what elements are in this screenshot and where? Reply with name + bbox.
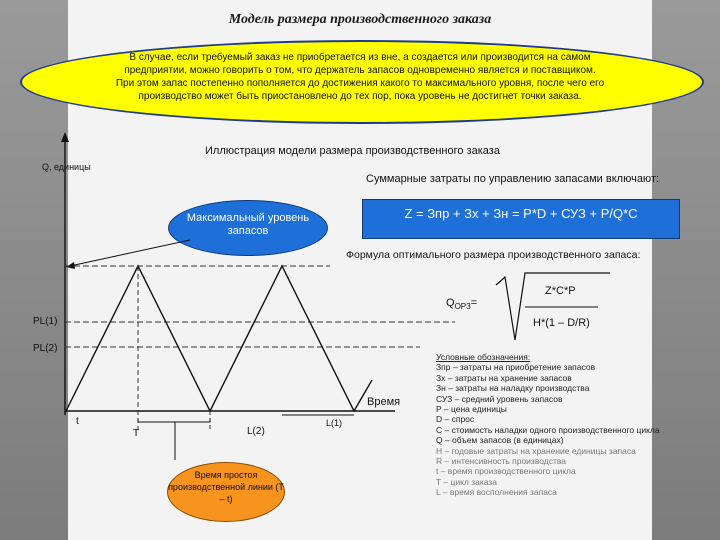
l2-label: L(2) [247,426,265,437]
legend-item: Зн – затраты на наладку производства [436,383,590,394]
chart-subtitle: Иллюстрация модели размера производственного заказа [205,145,500,157]
y-axis-label: Q, единицы [42,162,91,172]
total-cost-formula: Z = Зпр + Зх + Зн = P*D + СУЗ + P/Q*C [404,206,638,221]
slide-title: Модель размера производственного заказа [228,12,492,27]
intro-text: В случае, если требуемый заказ не приобретается из вне, а создается или производится на самом предприятии, можно говорить о том, что держатель запасов одновременно является и поставщиком. При этом запас постепенно пополняется до достижения какого то максимального уровня, после чего его производство может быть приостановлено до тех пор, пока уровень не достигнет точки заказа. [115,52,605,102]
eoq-q: Q [446,297,455,309]
downtime-label: Время простоя производственной линии (T – t) [168,470,284,504]
legend-item: Зпр – затраты на приобретение запасов [436,362,596,373]
legend-item: R – интенсивность производства [436,456,567,467]
legend-item: t – время производственного цикла [436,466,576,477]
pl2-label: PL(2) [33,343,58,354]
eoq-equals: = [470,297,478,309]
eoq-heading: Формула оптимального размера производственного запаса: [346,249,641,261]
legend-item: СУЗ – средний уровень запасов [436,393,563,404]
inventory-level-series [66,266,372,411]
legend [436,352,676,498]
y-axis-arrow [61,132,69,142]
downtime-bracket [138,418,210,460]
x-axis-label: Время [367,396,401,408]
legend-item: C – стоимость наладки одного производственного цикла [436,424,660,435]
legend-item: D – спрос [436,414,475,425]
legend-heading: Условные обозначения: [436,352,531,362]
legend-item: T – цикл заказа [436,476,498,487]
t-label: t [76,416,79,427]
max-level-label: Максимальный уровень запасов [186,212,310,237]
legend-item: Зх – затраты на хранение запасов [436,372,572,383]
legend-item: H – годовые затраты на хранение единицы запаса [436,445,636,456]
eoq-lhs [446,297,477,311]
eoq-subscript: ОРЗ [454,302,471,312]
eoq-numerator: Z*C*P [545,285,576,297]
max-level-pointer [70,240,190,266]
eoq-denominator: H*(1 – D/R) [533,317,590,329]
legend-item: P – цена единицы [436,404,507,415]
legend-item: Q – объем запасов (в единицах) [436,435,564,446]
legend-item: L – время восполнения запаса [436,487,557,498]
l1-label: L(1) [326,418,343,428]
pl1-label: PL(1) [33,316,58,327]
T-label: T [133,428,140,439]
costs-heading: Суммарные затраты по управлению запасами включают: [366,173,660,185]
